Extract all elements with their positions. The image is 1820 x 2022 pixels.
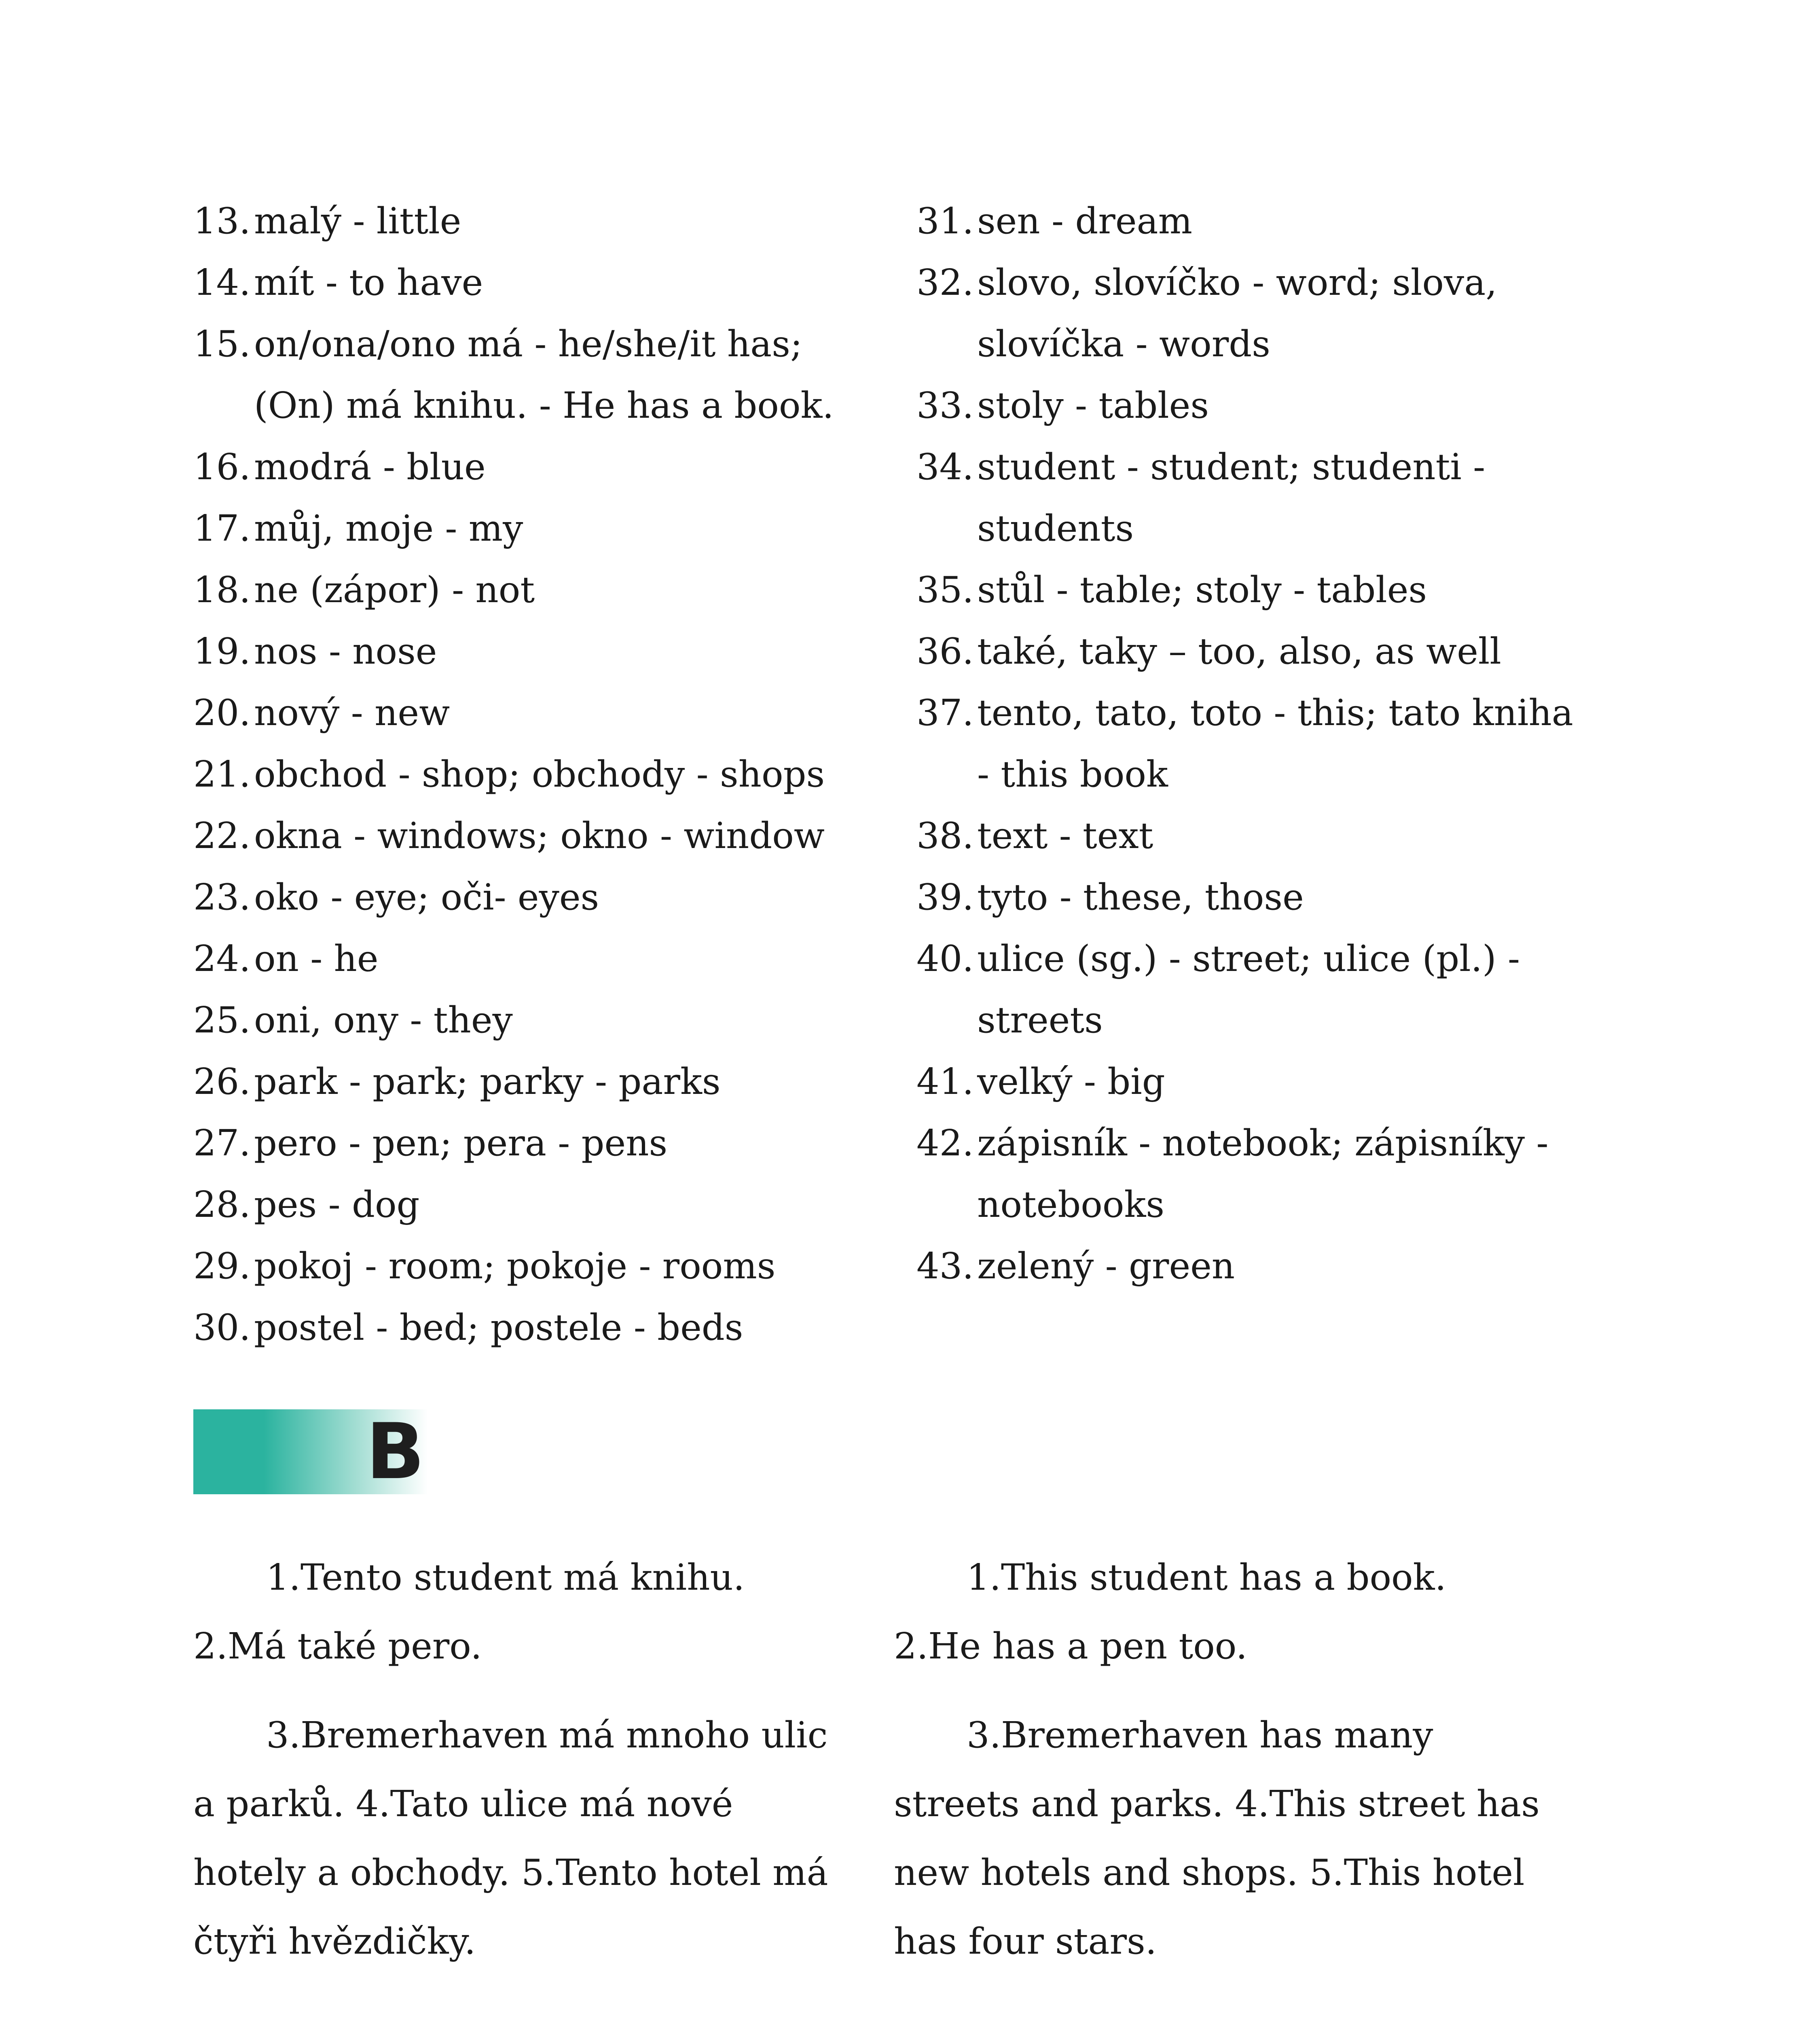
vocab-item — [193, 436, 861, 497]
vocab-number — [193, 374, 254, 436]
vocab-entry: - this book — [977, 753, 1168, 795]
vocab-item — [916, 436, 1584, 497]
vocab-entry: stoly - tables — [977, 384, 1209, 426]
vocab-number: 15. — [193, 323, 251, 365]
vocab-item — [193, 743, 861, 805]
vocab-number: 16. — [193, 446, 251, 488]
czech-paragraph: 1.Tento student má knihu. 2.Má také pero. — [193, 1556, 745, 1667]
vocab-entry: ulice (sg.) - street; ulice (pl.) - — [977, 937, 1520, 979]
vocab-item — [916, 1112, 1584, 1174]
vocab-item — [916, 497, 1584, 559]
vocab-entry: sen - dream — [977, 200, 1192, 242]
vocab-number: 42. — [916, 1122, 974, 1164]
vocab-entry: students — [977, 507, 1134, 549]
english-paragraph: 1.This student has a book. 2.He has a pen too. — [894, 1556, 1446, 1667]
vocab-item — [193, 252, 861, 313]
vocab-entry: pokoj - room; pokoje - rooms — [254, 1245, 776, 1287]
vocab-item — [193, 190, 861, 252]
vocab-number: 19. — [193, 630, 251, 672]
vocab-number: 39. — [916, 876, 974, 918]
vocab-entry: okna - windows; okno - window — [254, 814, 825, 857]
vocab-number: 35. — [916, 569, 974, 611]
vocab-item — [916, 743, 1584, 805]
vocab-entry: obchod - shop; obchody - shops — [254, 753, 825, 795]
czech-text-column — [193, 1543, 840, 1996]
vocab-number: 29. — [193, 1245, 251, 1287]
section-heading: B — [366, 1407, 425, 1496]
vocab-number: 24. — [193, 937, 251, 979]
vocab-entry: park - park; parky - parks — [254, 1060, 721, 1102]
vocab-item — [916, 374, 1584, 436]
vocab-number: 23. — [193, 876, 251, 918]
vocab-number — [916, 497, 977, 559]
vocab-number: 18. — [193, 569, 251, 611]
vocab-item — [193, 620, 861, 682]
vocab-number: 20. — [193, 692, 251, 734]
vocab-entry: ne (zápor) - not — [254, 569, 535, 611]
vocab-entry: (On) má knihu. - He has a book. — [254, 384, 834, 426]
vocab-entry: velký - big — [977, 1060, 1165, 1102]
vocab-entry: nový - new — [254, 692, 450, 734]
vocab-number: 22. — [193, 814, 251, 857]
vocab-entry: pero - pen; pera - pens — [254, 1122, 668, 1164]
vocab-entry: oko - eye; oči- eyes — [254, 876, 599, 918]
vocab-item — [193, 374, 861, 436]
vocab-number: 32. — [916, 261, 974, 303]
vocab-item — [916, 313, 1584, 374]
vocab-entry: text - text — [977, 814, 1153, 857]
vocab-number — [916, 989, 977, 1051]
vocab-number — [916, 1174, 977, 1235]
vocab-number: 26. — [193, 1060, 251, 1102]
vocab-item — [193, 1297, 861, 1358]
vocab-entry: slovíčka - words — [977, 323, 1270, 365]
vocab-item — [916, 805, 1584, 866]
vocab-item — [916, 1051, 1584, 1112]
vocab-entry: tento, tato, toto - this; tato kniha — [977, 692, 1573, 734]
vocab-item — [193, 989, 861, 1051]
vocab-item — [193, 497, 861, 559]
vocab-entry: zápisník - notebook; zápisníky - — [977, 1122, 1549, 1164]
vocab-item — [193, 805, 861, 866]
vocab-number: 13. — [193, 200, 251, 242]
vocab-entry: tyto - these, those — [977, 876, 1304, 918]
vocab-number — [916, 743, 977, 805]
vocab-number: 37. — [916, 692, 974, 734]
english-text-column — [894, 1543, 1541, 1996]
vocab-list-left — [193, 190, 861, 1358]
vocab-number: 41. — [916, 1060, 974, 1102]
vocab-number: 33. — [916, 384, 974, 426]
vocab-number: 43. — [916, 1245, 974, 1287]
vocab-entry: notebooks — [977, 1183, 1165, 1225]
vocab-item — [916, 928, 1584, 989]
vocab-entry: nos - nose — [254, 630, 437, 672]
czech-paragraph: 3.Bremerhaven má mnoho ulic a parků. 4.Tato ulice má nové hotely a obchody. 5.Tento hotel má čtyři hvězdičky. — [193, 1714, 828, 1962]
vocab-entry: stůl - table; stoly - tables — [977, 569, 1427, 611]
vocab-entry: mít - to have — [254, 261, 483, 303]
vocab-item — [193, 313, 861, 374]
vocab-entry: oni, ony - they — [254, 999, 513, 1041]
vocab-item — [193, 866, 861, 928]
vocab-item — [916, 252, 1584, 313]
vocab-item — [916, 190, 1584, 252]
vocab-number: 25. — [193, 999, 251, 1041]
vocab-item — [193, 1051, 861, 1112]
vocab-entry: on/ona/ono má - he/she/it has; — [254, 323, 802, 365]
vocab-item — [193, 1112, 861, 1174]
vocab-number — [916, 313, 977, 374]
vocab-item — [916, 559, 1584, 620]
vocab-number: 21. — [193, 753, 251, 795]
vocab-item — [193, 928, 861, 989]
english-paragraph: 3.Bremerhaven has many streets and parks. 4.This street has new hotels and shops. 5.This hotel has four stars. — [894, 1714, 1540, 1962]
vocab-entry: malý - little — [254, 200, 461, 242]
vocab-number: 28. — [193, 1183, 251, 1225]
vocab-entry: on - he — [254, 937, 379, 979]
vocab-number: 30. — [193, 1306, 251, 1348]
vocab-item — [193, 682, 861, 743]
vocab-item — [193, 559, 861, 620]
vocab-item — [916, 1235, 1584, 1297]
vocab-list-right — [916, 190, 1584, 1297]
vocab-number: 38. — [916, 814, 974, 857]
vocab-number: 14. — [193, 261, 251, 303]
vocab-entry: slovo, slovíčko - word; slova, — [977, 261, 1497, 303]
vocab-entry: modrá - blue — [254, 446, 486, 488]
vocab-number: 17. — [193, 507, 251, 549]
vocab-item — [193, 1235, 861, 1297]
vocab-item — [916, 1174, 1584, 1235]
vocab-number: 27. — [193, 1122, 251, 1164]
vocab-entry: postel - bed; postele - beds — [254, 1306, 743, 1348]
vocab-entry: pes - dog — [254, 1183, 420, 1225]
vocab-number: 34. — [916, 446, 974, 488]
vocab-entry: student - student; studenti - — [977, 446, 1486, 488]
vocab-item — [916, 620, 1584, 682]
vocab-number: 40. — [916, 937, 974, 979]
vocab-item — [916, 866, 1584, 928]
vocab-item — [916, 682, 1584, 743]
vocab-item — [193, 1174, 861, 1235]
vocab-number: 36. — [916, 630, 974, 672]
vocab-number: 31. — [916, 200, 974, 242]
vocab-item — [916, 989, 1584, 1051]
vocab-entry: také, taky – too, also, as well — [977, 630, 1501, 672]
vocab-entry: zelený - green — [977, 1245, 1235, 1287]
vocab-entry: můj, moje - my — [254, 507, 523, 549]
vocab-entry: streets — [977, 999, 1103, 1041]
